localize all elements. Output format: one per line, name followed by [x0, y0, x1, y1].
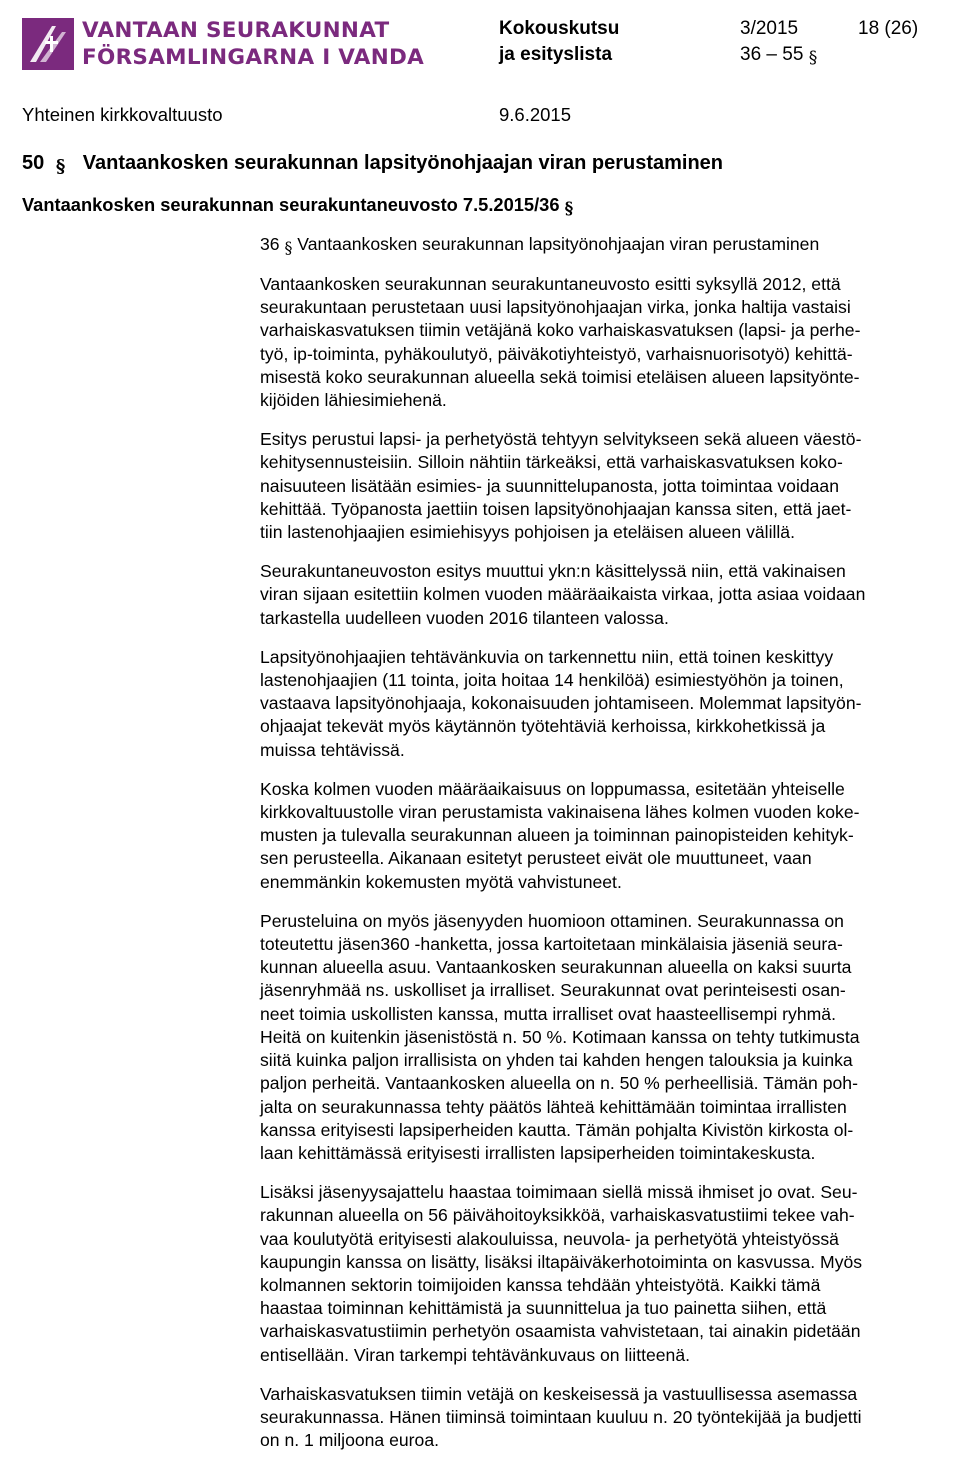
organization-logo	[22, 18, 425, 72]
paragraph: Lisäksi jäsenyysajattelu haastaa toimimaan siellä missä ihmiset jo ovat. Seu- rakunnan alueella on 56 päivähoitoyksikköä, varhaiskasvatustiimi tekee vah- vaa koulutyötä erityisesti alakouluissa, neuvola- ja perhetyötä yhteistyössä kaupungin kanssa on lisätty, lisäksi iltapäiväkerhotoiminta on kasvussa. Myös kolmannen sektorin toimijoiden kanssa tehdään yhteistyötä. Kaikki tämä haastaa toiminnan kehittämistä ja suunnittelua ja tuo painetta siihen, että varhaiskasvatustiimin perhetyön osaamista vahvistetaan, tai ainakin pidetään entisellään. Viran tarkempi tehtävänkuvaus on liitteenä.	[260, 1182, 863, 1365]
issue-number: 3/2015	[740, 18, 799, 39]
church-emblem-icon	[22, 18, 74, 70]
paragraph: Koska kolmen vuoden määräaikaisuus on loppumassa, esitetään yhteiselle kirkkovaltuustolle viran perustamista vakinaisena lähes kolmen vuoden koke- musten ja tulevalla seurakunnan alueen ja toiminnan painopisteiden kehityk- sen perusteella. Aikanaan esitetyt perusteet eivät ole muuttuneet, vaan enemmänkin kokemusten myötä vahvistuneet.	[260, 778, 860, 892]
meeting-date: 9.6.2015	[499, 104, 572, 125]
page-number: 18 (26)	[858, 18, 919, 39]
item-number: 50	[22, 152, 45, 174]
item-title-text: Vantaankosken seurakunnan lapsityönohjaajan viran perustaminen	[82, 152, 724, 174]
section-sign-icon: §	[808, 48, 818, 68]
item-body	[260, 233, 960, 1468]
paragraph: Seurakuntaneuvoston esitys muuttui ykn:n käsittelyssä niin, että vakinaisen viran sijaan esitettiin kolmen vuoden määräaikaista virkaa, jotta asiaa voidaan tarkastella uudelleen vuoden 2016 tilanteen valossa.	[260, 561, 866, 628]
item-title	[22, 152, 723, 175]
governing-body: Yhteinen kirkkovaltuusto	[22, 104, 223, 125]
paragraph: Lapsityönohjaajien tehtävänkuvia on tarkennettu niin, että toinen keskittyy lastenohjaajien (11 tointa, joita hoitaa 14 henkilöä) esimiestyöhön ja toinen, vastaava lapsityönohjaaja, kokonaisuuden johtamiseen. Molemmat lapsityön- ohjaajat tekevät myös käytännön työtehtäviä kerhoissa, kirkkohetkissä ja muissa tehtävissä.	[260, 646, 862, 760]
org-name-swedish: FÖRSAMLINGARNA I VANDA	[82, 45, 425, 70]
doc-type-line1: Kokouskutsu	[499, 18, 620, 39]
paragraph: Varhaiskasvatuksen tiimin vetäjä on keskeisessä ja vastuullisessa asemassa seurakunnassa. Hänen tiiminsä toimintaan kuuluu n. 20 työntekijää ja budjetti on n. 1 miljoona euroa.	[260, 1383, 862, 1451]
item-source: Vantaankosken seurakunnan seurakuntaneuvosto 7.5.2015/36 §	[22, 194, 574, 218]
section-sign-icon: §	[55, 156, 66, 177]
section-range: 36 – 55 §	[740, 44, 818, 68]
section-sign-icon: §	[564, 199, 574, 218]
paragraph: Esitys perustui lapsi- ja perhetyöstä tehtyyn selvitykseen sekä alueen väestö- kehitysennusteisiin. Silloin nähtiin tärkeäksi, että varhaiskasvatuksen koko- naisuuteen lisätään esimies- ja suunnittelupanosta, jotta toimintaa voidaan kehittää. Työpanosta jaettiin toisen lapsityönohjaajan kanssa siten, että jaet- tiin lastenohjaajien esimiehisyys pohjoisen ja eteläisen alueen välillä.	[260, 429, 862, 543]
paragraph: Perusteluina on myös jäsenyyden huomioon ottaminen. Seurakunnassa on toteutettu jäsen360 -hanketta, jossa kartoitetaan minkälaisia jäseniä seura- kunnan alueella asuu. Vantaankosken seurakunnan alueella on kaksi suurta jäsenryhmää ns. uskolliset ja irralliset. Seurakunnat ovat perinteisesti osan- neet toimia uskollisten kanssa, mutta irralliset ovat haasteellisempi ryhmä. Heitä on kuitenkin jäsenistöstä n. 50 %. Kotimaan kanssa on tehty tutkimusta siitä kuinka paljon irrallisista on yhden tai kahden hengen talouksia ja kuinka paljon perheitä. Vantaankosken alueella on n. 50 % perheellisiä. Tämän poh- jalta on seurakunnassa tehty päätös lähteä kehittämään toimintaa irrallisten kanssa erityisesti lapsiperheiden kautta. Tämän pohjalta Kivistön kirkosta ol- laan kehittämässä erityisesti irrallisten lapsiperheiden toimintakeskusta.	[260, 910, 860, 1163]
inner-item-title: 36 § Vantaankosken seurakunnan lapsityönohjaajan viran perustaminen	[260, 234, 820, 257]
section-sign-icon: §	[284, 238, 293, 257]
paragraph: Vantaankosken seurakunnan seurakuntaneuvosto esitti syksyllä 2012, että seurakuntaan perustetaan uusi lapsityönohjaajan virka, jonka haltija vastaisi varhaiskasvatuksen tiimin vetäjänä koko varhaiskasvatuksen (lapsi- ja perhe- työ, ip-toiminta, pyhäkoulutyö, päiväkotiyhteistyö, varhaisnuorisotyö) kehittä- misestä koko seurakunnan alueella sekä toimisi eteläisen alueen lapsityönte- kijöiden lähiesimiehenä.	[260, 274, 861, 411]
org-name-finnish: VANTAAN SEURAKUNNAT	[82, 18, 390, 43]
doc-type-line2: ja esityslista	[499, 44, 613, 65]
